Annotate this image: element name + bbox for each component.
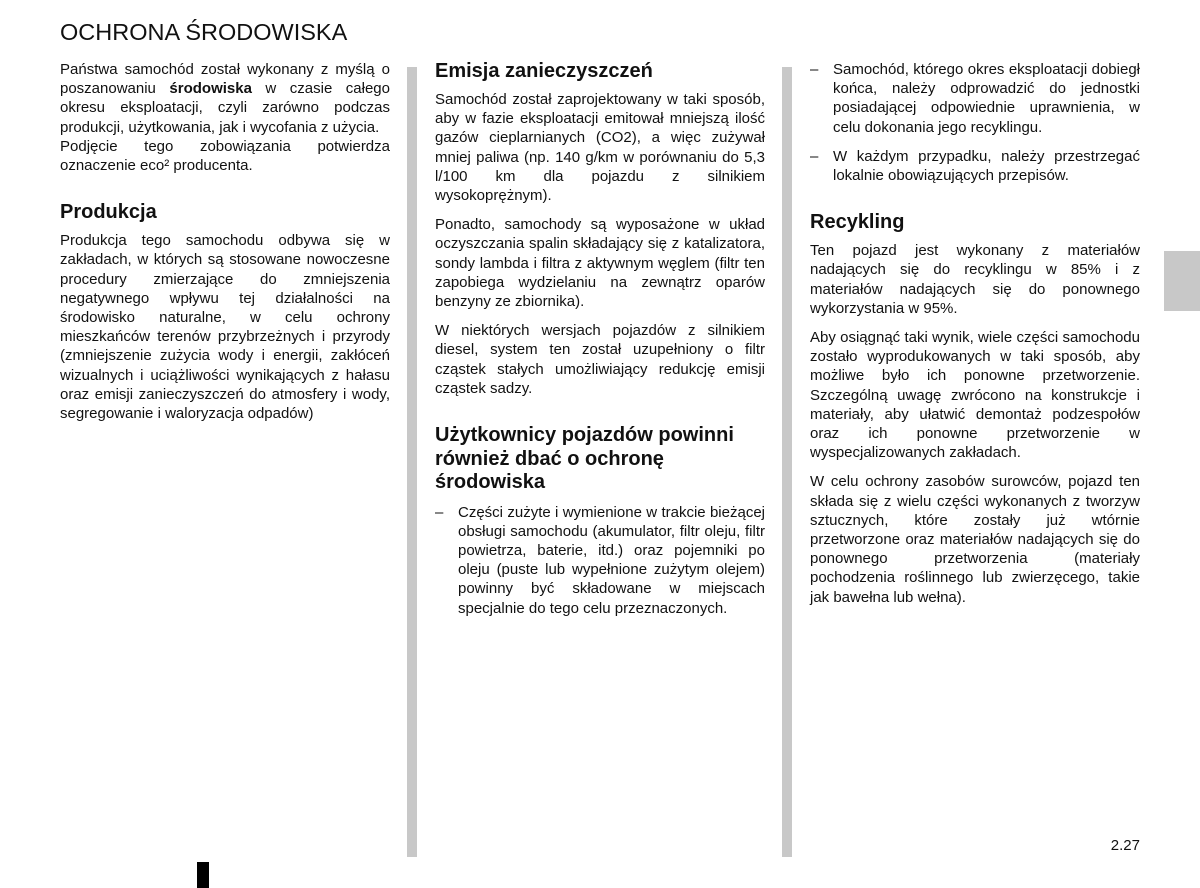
section-heading-emisja: Emisja zanieczyszczeń xyxy=(435,60,653,82)
emisja-paragraph-3: W niektórych wersjach pojazdów z silnikiem diesel, system ten został uzupełniony o filtr cząstek stałych umożliwiający redukcję emisji cząstek sadzy. xyxy=(435,322,765,397)
list-item-text: W każdym przypadku, należy przestrzegać lokalnie obowiązujących przepisów. xyxy=(833,147,1140,185)
users-list-continued xyxy=(810,60,1140,185)
recykling-paragraph-3: W celu ochrony zasobów surowców, pojazd ten składa się z wielu części wykonanych z tworzyw sztucznych, które zostały już wtórnie przetworzone oraz materiałów nadających się do ponownego przetworzenia (materiały pochodzenia roślinnego lub zwierzęcego, takie jak bawełna lub wełna). xyxy=(810,473,1140,606)
intro-text-continued: w czasie całego okresu eksploatacji, czyli zarówno podczas produkcji, użytkowania, jak i wycofania z użycia. xyxy=(60,80,390,136)
list-dash: – xyxy=(810,147,819,165)
recykling-paragraph-1: Ten pojazd jest wykonany z materiałów nadających się do recyklingu w 85% i z materiałów nadających się do ponownego wykorzystania w 95%. xyxy=(810,242,1140,317)
intro-paragraph-2: Podjęcie tego zobowiązania potwierdza oznaczenie eco² producenta. xyxy=(60,137,390,175)
column-left xyxy=(60,60,390,433)
column-divider-bar xyxy=(782,67,792,857)
emisja-paragraph-2: Ponadto, samochody są wyposażone w układ oczyszczania spalin składający się z katalizatora, sondy lambda i filtra z aktywnym węglem (filtr ten zapobiega wydzielaniu na zewnątrz oparów benzyny ze zbiornika). xyxy=(435,216,765,311)
list-item-text: Samochód, którego okres eksploatacji dobiegł końca, należy odprowadzić do jednostki posiadającej odpowiednie uprawnienia, w celu dokonania jego recyklingu. xyxy=(833,61,1140,136)
list-dash: – xyxy=(435,503,444,521)
list-item xyxy=(435,503,765,618)
recykling-paragraph-2: Aby osiągnąć taki wynik, wiele części samochodu zostało wyprodukowanych w taki sposób, aby możliwe było ich ponowne przetworzenie. Szczególną uwagę zwrócono na konstrukcje i materiały, aby ułatwić demontaż podzespołów oraz ich ponowne przetworzenie w wyspecjalizowanych zakładach. xyxy=(810,329,1140,462)
column-divider-bar xyxy=(407,67,417,857)
page-number: 2.27 xyxy=(1110,837,1140,854)
intro-paragraph xyxy=(60,60,390,137)
intro-text: Państwa samochód został wykonany z myślą o poszanowaniu xyxy=(60,61,390,98)
section-heading-users: Użytkownicy pojazdów powinni również dbać o ochronę środowiska xyxy=(435,424,734,494)
column-middle xyxy=(435,60,765,628)
list-item-text: Części zużyte i wymienione w trakcie bieżącej obsługi samochodu (akumulator, filtr oleju, filtr powietrza, baterie, itd.) oraz pojemniki po oleju (puste lub wypełnione zużytym olejem) powinny być składowane w miejscach specjalnie do tego celu przeznaczonych. xyxy=(458,503,765,617)
page-title: OCHRONA ŚRODOWISKA xyxy=(60,19,348,45)
produkcja-paragraph: Produkcja tego samochodu odbywa się w zakładach, w których są stosowane nowoczesne procedury zmierzające do zmniejszenia negatywnego wpływu tej działalności na środowisko naturalne, w celu ochrony mieszkańców terenów przybrzeżnych i przyrody (zmniejszenie zużycia wody i energii, zakłóceń wizualnych i uciążliwości wynikających z hałasu oraz emisji zanieczyszczeń do atmosfery i wody, segregowanie i waloryzacja odpadów) xyxy=(60,232,390,423)
intro-emphasis: środowiska xyxy=(169,80,252,98)
emisja-paragraph-1: Samochód został zaprojektowany w taki sposób, aby w fazie eksploatacji emitował mniejszą ilość gazów cieplarnianych (CO2), a więc zużywał mniej paliwa (np. 140 g/km w porównaniu do 5,3 l/100 km dla pojazdu z silnikiem wysokoprężnym). xyxy=(435,91,765,205)
section-heading-recykling: Recykling xyxy=(810,211,905,234)
chapter-side-tab xyxy=(1164,251,1200,311)
section-heading-produkcja: Produkcja xyxy=(60,201,157,224)
list-item xyxy=(810,60,1140,137)
list-item xyxy=(810,147,1140,185)
column-right xyxy=(810,60,1140,617)
print-crop-mark xyxy=(197,862,209,888)
users-list xyxy=(435,503,765,618)
list-dash: – xyxy=(810,61,819,78)
